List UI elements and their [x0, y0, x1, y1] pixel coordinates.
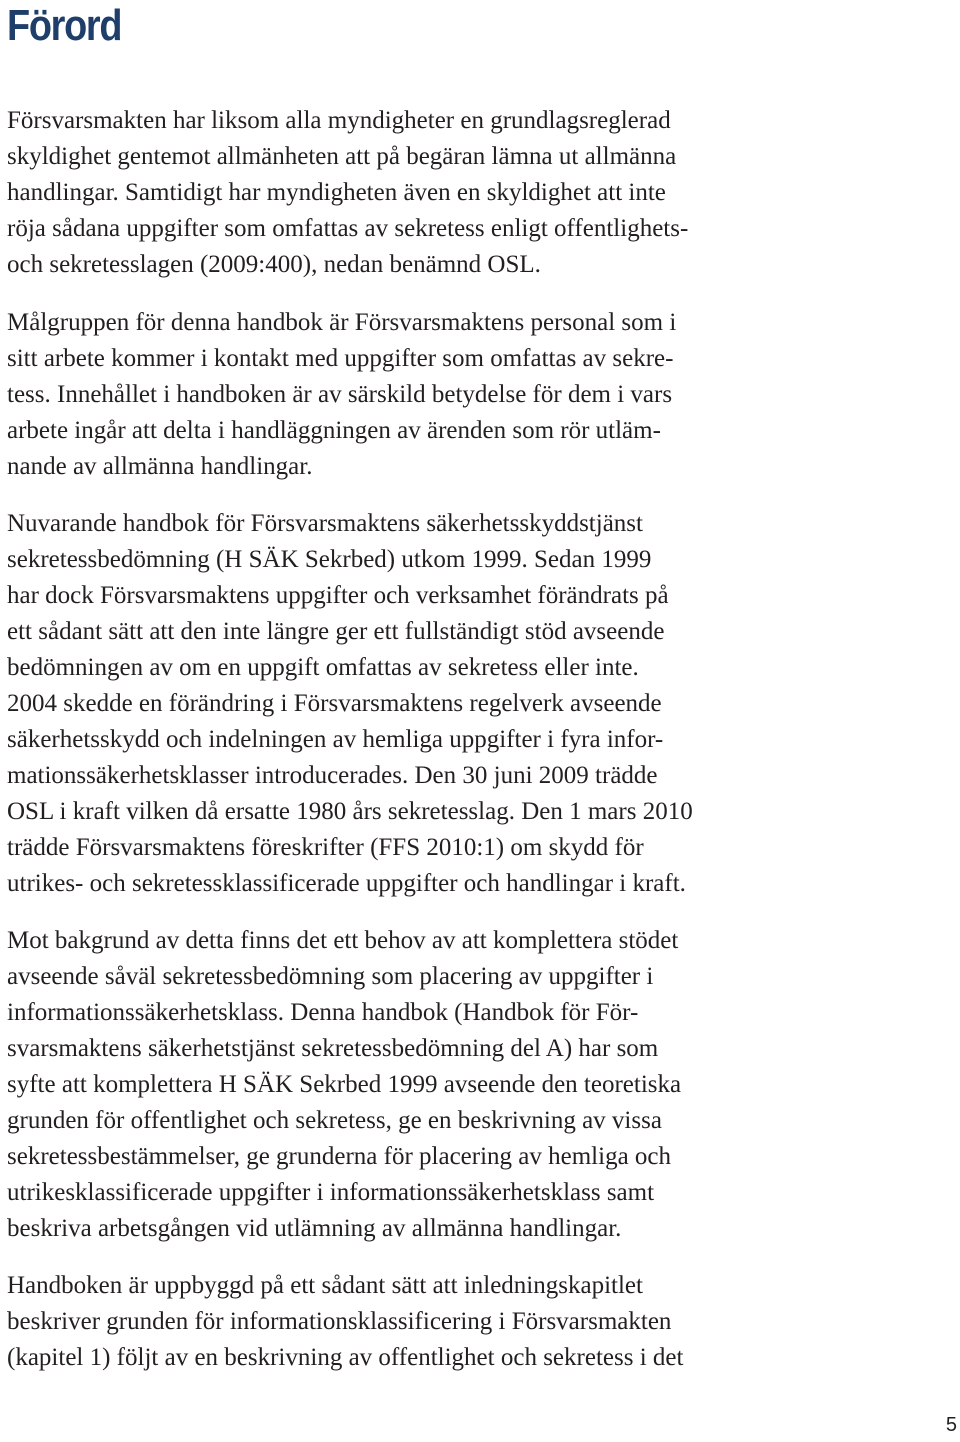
text-line: har dock Försvarsmaktens uppgifter och verksamhet förändrats på [7, 582, 669, 609]
text-line: OSL i kraft vilken då ersatte 1980 års sekretesslag. Den 1 mars 2010 [7, 798, 693, 825]
text-line: röja sådana uppgifter som omfattas av sekretess enligt offentlighets- [7, 215, 689, 242]
text-line: avseende såväl sekretessbedömning som placering av uppgifter i [7, 963, 654, 990]
page-title: Förord [7, 1, 122, 50]
text-line: handlingar. Samtidigt har myndigheten även en skyldighet att inte [7, 179, 666, 206]
text-line: säkerhetsskydd och indelningen av hemliga uppgifter i fyra infor- [7, 726, 664, 753]
text-line: svarsmaktens säkerhetstjänst sekretessbedömning del A) har som [7, 1035, 659, 1062]
text-line: informationssäkerhetsklass. Denna handbok (Handbok för För- [7, 999, 639, 1026]
text-line: grunden för offentlighet och sekretess, ge en beskrivning av vissa [7, 1107, 662, 1134]
text-line: Mot bakgrund av detta finns det ett behov av att komplettera stödet [7, 927, 679, 954]
text-line: ett sådant sätt att den inte längre ger ett fullständigt stöd avseende [7, 618, 665, 645]
text-line: utrikes- och sekretessklassificerade uppgifter och handlingar i kraft. [7, 870, 686, 897]
text-line: sitt arbete kommer i kontakt med uppgifter som omfattas av sekre- [7, 345, 674, 372]
text-line: mationssäkerhetsklasser introducerades. Den 30 juni 2009 trädde [7, 762, 658, 789]
text-line: Målgruppen för denna handbok är Försvarsmaktens personal som i [7, 309, 677, 336]
text-line: syfte att komplettera H SÄK Sekrbed 1999 avseende den teoretiska [7, 1071, 682, 1098]
text-line: Nuvarande handbok för Försvarsmaktens säkerhetsskyddstjänst [7, 510, 643, 537]
text-line: tess. Innehållet i handboken är av särskild betydelse för dem i vars [7, 381, 673, 408]
text-line: Handboken är uppbyggd på ett sådant sätt att inledningskapitlet [7, 1272, 643, 1299]
paragraph-4 [7, 923, 681, 1247]
page-number: 5 [945, 1414, 957, 1436]
text-line: Försvarsmakten har liksom alla myndigheter en grundlagsreglerad [7, 107, 671, 134]
text-line: (kapitel 1) följt av en beskrivning av offentlighet och sekretess i det [7, 1344, 684, 1371]
text-line: skyldighet gentemot allmänheten att på begäran lämna ut allmänna [7, 143, 677, 170]
paragraph-3 [7, 506, 693, 902]
text-line: bedömningen av om en uppgift omfattas av sekretess eller inte. [7, 654, 639, 681]
paragraph-2 [7, 305, 676, 485]
paragraph-1 [7, 103, 688, 283]
text-line: nande av allmänna handlingar. [7, 453, 313, 480]
text-line: beskriva arbetsgången vid utlämning av allmänna handlingar. [7, 1215, 622, 1242]
paragraph-5 [7, 1268, 683, 1376]
text-line: sekretessbedömning (H SÄK Sekrbed) utkom 1999. Sedan 1999 [7, 546, 652, 573]
text-line: sekretessbestämmelser, ge grunderna för placering av hemliga och [7, 1143, 672, 1170]
text-line: arbete ingår att delta i handläggningen av ärenden som rör utläm- [7, 417, 661, 444]
text-line: 2004 skedde en förändring i Försvarsmaktens regelverk avseende [7, 690, 662, 717]
text-line: och sekretesslagen (2009:400), nedan benämnd OSL. [7, 251, 541, 278]
text-line: trädde Försvarsmaktens föreskrifter (FFS 2010:1) om skydd för [7, 834, 644, 861]
text-line: beskriver grunden för informationsklassificering i Försvarsmakten [7, 1308, 672, 1335]
text-line: utrikesklassificerade uppgifter i informationssäkerhetsklass samt [7, 1179, 655, 1206]
